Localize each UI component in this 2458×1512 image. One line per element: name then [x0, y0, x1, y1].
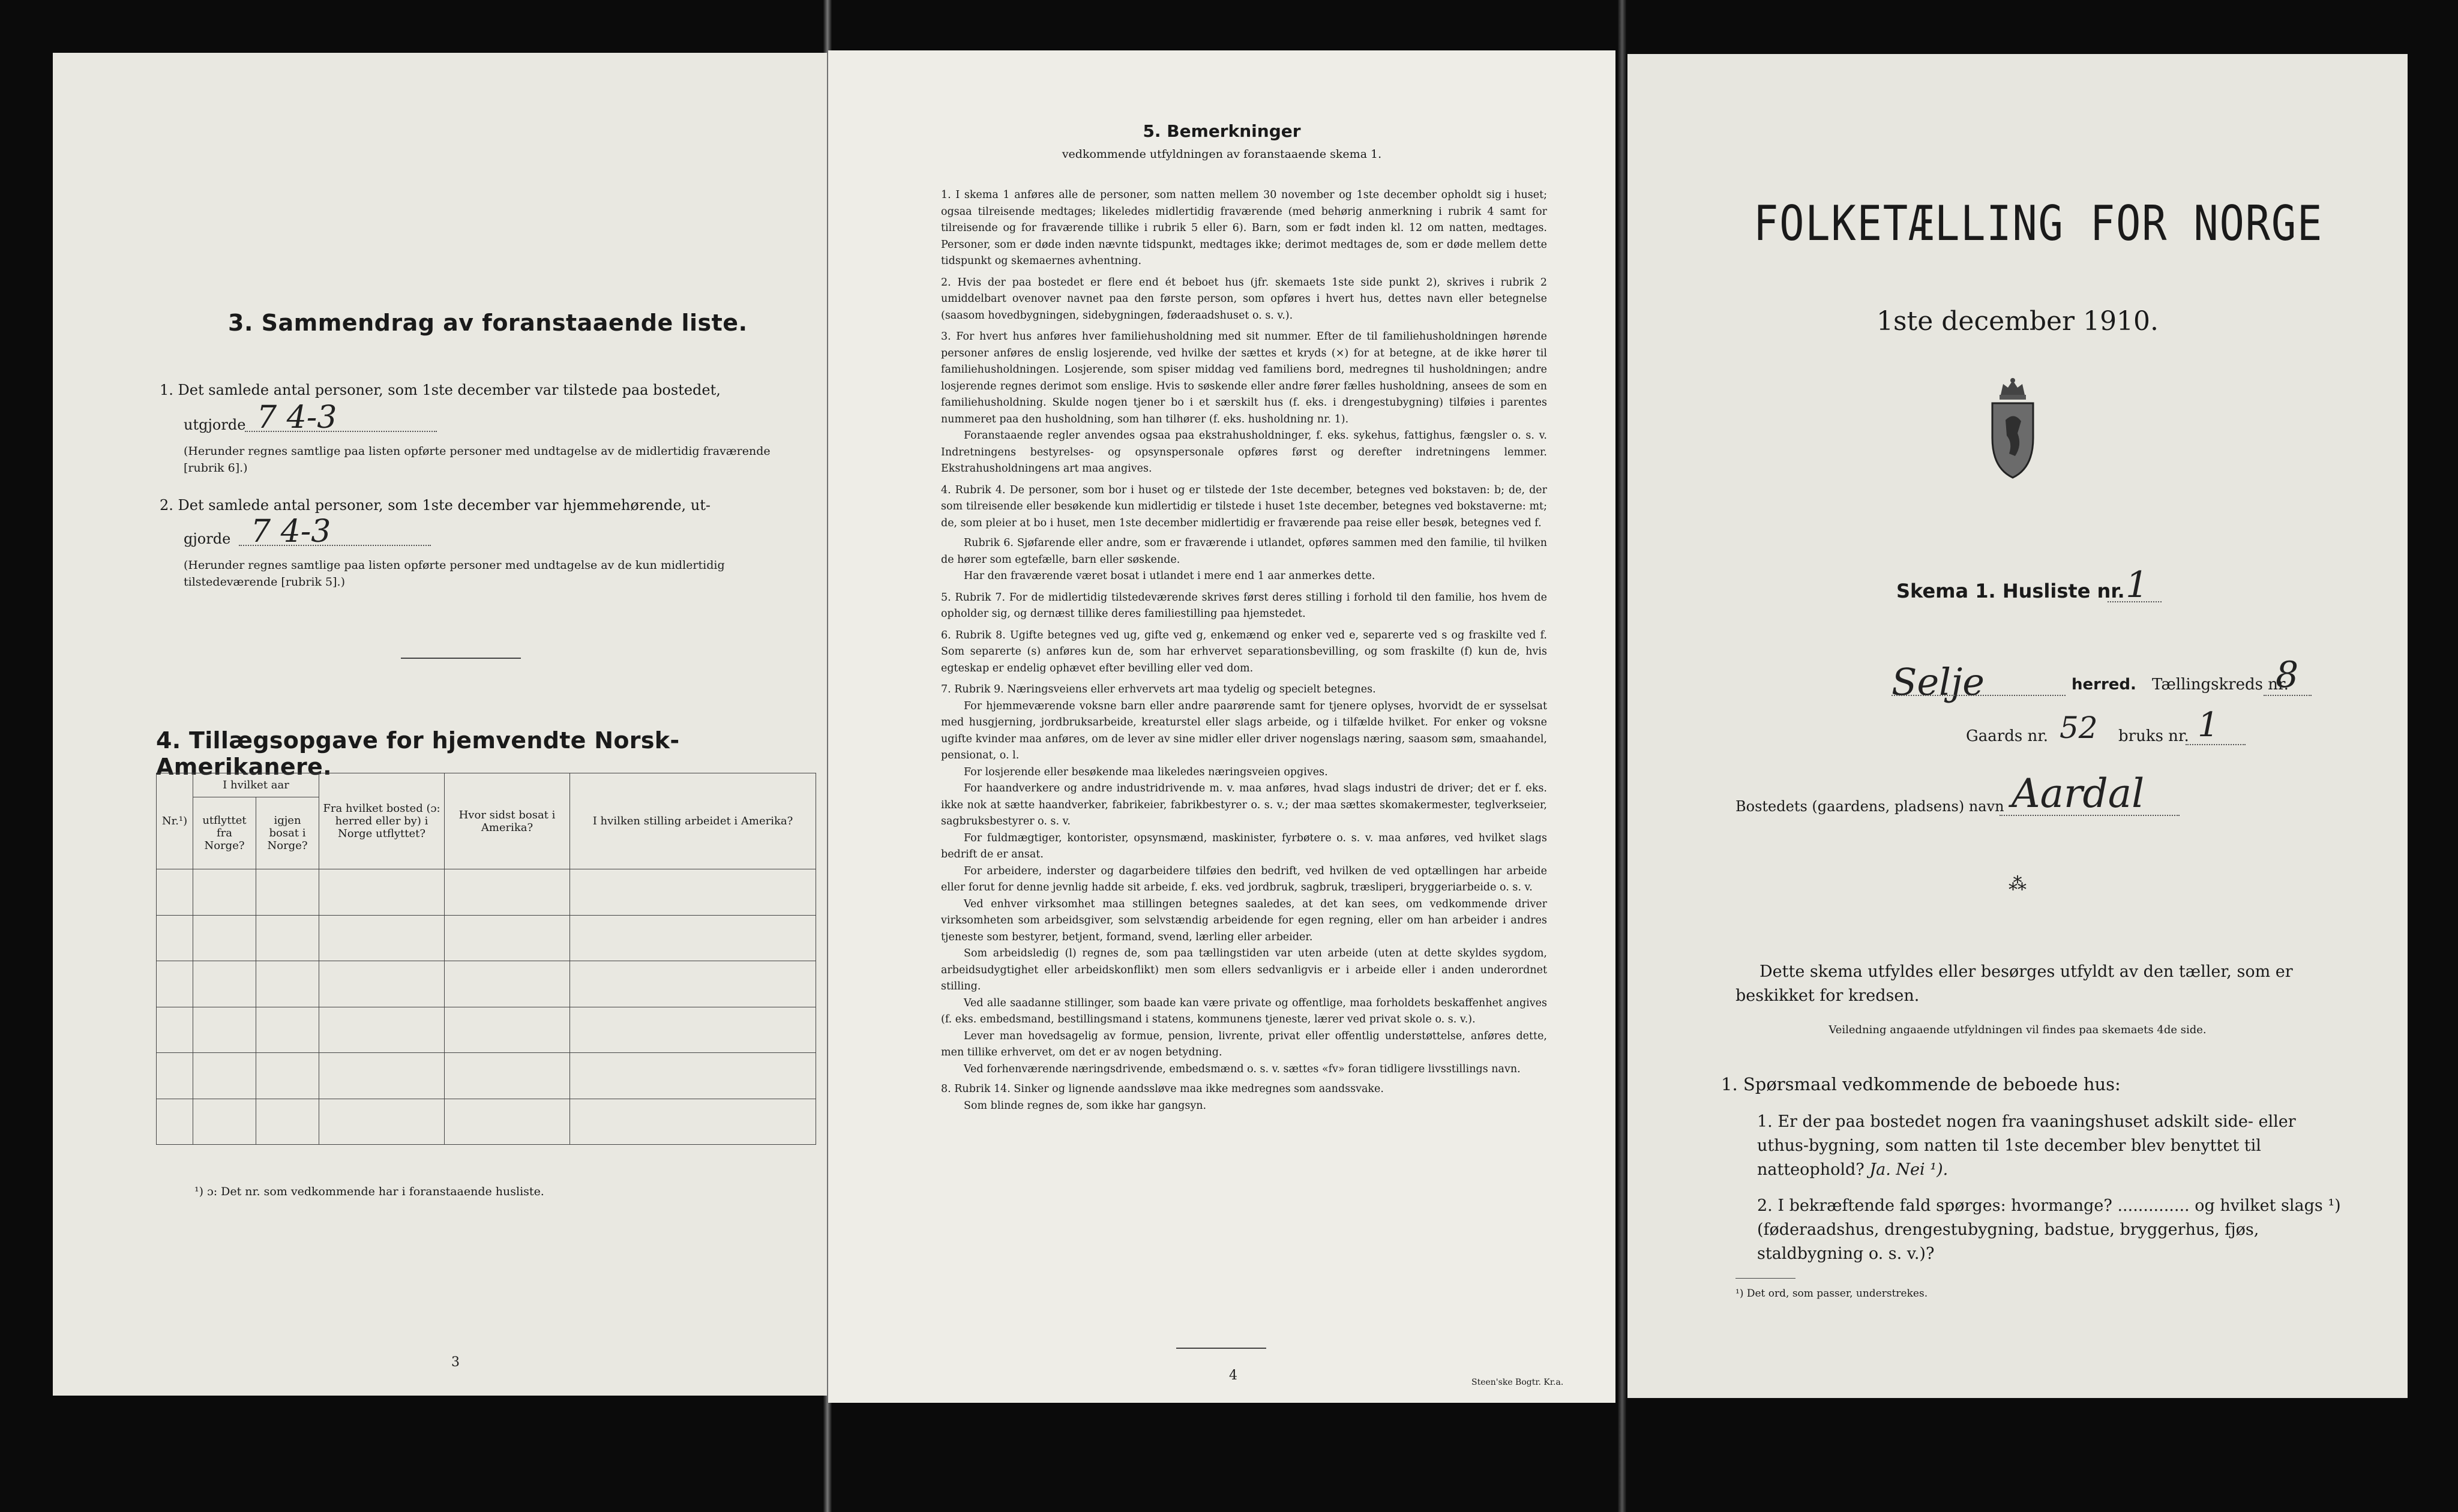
- remarks-subtitle: vedkommende utfyldningen av foranstaaende skema 1.: [1062, 148, 1382, 161]
- remark-paragraph: Foranstaaende regler anvendes ogsaa paa ekstrahusholdninger, f. eks. sykehus, fattighus, fængsler o. s. v. Indretningens bestyrelses- og opsynspersonale opføres først og derefter indretningens lemmer. Ekstrahusholdningens art maa angives.: [941, 430, 1547, 475]
- ornament-divider: ⁂: [2009, 874, 2027, 895]
- item2-label: gjorde: [184, 530, 231, 547]
- kreds-dotted: [2264, 695, 2312, 696]
- remark-paragraph: 5. Rubrik 7. For de midlertidig tilstedeværende skrives først deres stilling i forhold til den familie, hos hvem de opholder sig, og dernæst tillike deres familiestilling paa hjemstedet.: [941, 591, 1547, 620]
- remark-paragraph: Rubrik 6. Sjøfarende eller andre, som er fraværende i utlandet, opføres sammen med den familie, til hvilken de hører som egtefælle, barn eller søskende.: [941, 537, 1547, 566]
- remark-paragraph: For arbeidere, inderster og dagarbeidere tilføies den bedrift, ved hvilken de ved optællingen har arbeide eller forut for denne jevnlig hadde sit arbeide, f. eks. ved jordbruk, sagbruk, træsliperi, bryggeriarbeide o. s. v.: [941, 865, 1547, 893]
- remark-paragraph: 3. For hvert hus anføres hver familiehusholdning med sit nummer. Efter de til familiehusholdningen hørende personer anføres de enslig losjerende, ved hvilke der sættes et kryds (×) for at betegne, at de ikke hører til familiehusholdningen. Losjerende, som spiser middag ved familiens bord, medregnes til husholdningen; andre losjerende regnes derimot som enslige. Hvis to søskende eller andre fører fælles husholdning, ansees de som en familiehusholdning. Skulde nogen tjener bo i et særskilt hus (f. eks. i drengestubygning) tilføies i parentes nummeret paa den husholdning, som han tilhører (f. eks. husholdning nr. 1).: [941, 331, 1547, 425]
- col-utflyttet: utflyttet fra Norge?: [193, 797, 256, 869]
- remark-paragraph: 6. Rubrik 8. Ugifte betegnes ved ug, gifte ved g, enkemænd og enker ved e, separerte ved s og fraskilte ved f. Som separerte (s) anføres kun de, som har erhvervet separationsbevilling, og som fraskilte (f) kun de, hvis egteskap er endelig ophævet efter bevilling eller ved dom.: [941, 629, 1547, 674]
- gaards-label: Gaards nr.: [1966, 727, 2049, 745]
- printer-mark: Steen'ske Bogtr. Kr.a.: [1471, 1378, 1564, 1387]
- table-row: [157, 915, 816, 961]
- table-row: [157, 1053, 816, 1099]
- remark-paragraph: Ved alle saadanne stillinger, som baade kan være private og offentlige, maa forholdets beskaffenhet angives (f. eks. embedsmand, bestillingsmand i statens, kommunens tjeneste, lærer ved privat skole o. s. v.).: [941, 997, 1547, 1025]
- questions-heading: 1. Spørsmaal vedkommende de beboede hus:: [1721, 1074, 2121, 1094]
- remark-paragraph: Lever man hovedsagelig av formue, pension, livrente, privat eller offentlig understøttelse, anføres dette, men tillike erhvervet, om det er av nogen betydning.: [941, 1030, 1547, 1058]
- remark-paragraph: 7. Rubrik 9. Næringsveiens eller erhvervets art maa tydelig og specielt betegnes.: [941, 683, 1376, 695]
- cover-footnote-rule: [1735, 1278, 1795, 1279]
- question-1-answer: Ja. Nei ¹).: [1869, 1160, 1949, 1179]
- bosted-dotted: [2000, 815, 2180, 816]
- bruks-value: 1: [2198, 706, 2219, 745]
- table-row: [157, 1099, 816, 1145]
- col-igjen: igjen bosat i Norge?: [256, 797, 319, 869]
- question-1: [1757, 1110, 2351, 1182]
- remarks-body: [941, 187, 1547, 1339]
- herred-value: Selje: [1892, 660, 1985, 704]
- section-divider: [401, 658, 521, 659]
- remark-paragraph: 4. Rubrik 4. De personer, som bor i huset og er tilstede der 1ste december, betegnes ved bokstaven: b; de, der som tilreisende eller besøkende kun midlertidig er tilstede i huset 1ste december, betegnes ved bokstaverne: mt; de, som pleier at bo i huset, men 1ste december midlertidig er fraværende paa reise eller besøk, betegnes ved f.: [941, 484, 1547, 529]
- item2-text: 2. Det samlede antal personer, som 1ste december var hjemmehørende, ut-: [160, 497, 711, 514]
- cover-date: 1ste december 1910.: [1876, 306, 2159, 337]
- item1-label: utgjorde: [184, 416, 246, 433]
- bruks-label: bruks nr.: [2118, 727, 2189, 745]
- remarks-title: 5. Bemerkninger: [1143, 121, 1301, 141]
- bosted-label: Bostedets (gaardens, pladsens) navn: [1735, 798, 2004, 815]
- remark-paragraph: Som arbeidsledig (l) regnes de, som paa tællingstiden var uten arbeide (uten at dette skyldes sygdom, arbeidsudygtighet eller arbeidskonflikt) men som ellers sedvanligvis er i arbeide eller i anden underordnet stilling.: [941, 947, 1547, 992]
- remark-paragraph: For fuldmægtiger, kontorister, opsynsmænd, maskinister, fyrbøtere o. s. v. maa anføres, ved hvilket slags bedrift de er ansat.: [941, 832, 1547, 860]
- gaards-value: 52: [2060, 710, 2098, 745]
- page-number-4: 4: [1229, 1368, 1237, 1383]
- bosted-value: Aardal: [2012, 770, 2145, 817]
- cover-footnote: ¹) Det ord, som passer, understrekes.: [1735, 1288, 1928, 1300]
- remark-paragraph: For haandverkere og andre industridrivende m. v. maa anføres, hvad slags industri de driver; det er f. eks. ikke nok at sætte haandverker, fabrikeier, fabrikbestyrer o. s. v.; der maa sættes skomakermester, teglverkseier, sagbruksbestyrer o. s. v.: [941, 782, 1547, 827]
- remark-paragraph: Ved forhenværende næringsdrivende, embedsmænd o. s. v. sættes «fv» foran tidligere livsstillings navn.: [964, 1063, 1521, 1075]
- remarks-divider: [1176, 1348, 1266, 1349]
- item2-note: (Herunder regnes samtlige paa listen opførte personer med undtagelse av de kun midlertidig tilstedeværende [rubrik 5].): [184, 559, 725, 589]
- section3-title: 3. Sammendrag av foranstaaende liste.: [228, 310, 748, 336]
- intro-note: Veiledning angaaende utfyldningen vil findes paa skemaets 4de side.: [1828, 1024, 2207, 1036]
- table-row: [157, 961, 816, 1007]
- col-fra-hvilket: Fra hvilket bosted (ɔ: herred eller by) i Norge utflyttet?: [319, 773, 445, 869]
- page-3: [53, 53, 827, 1396]
- intro-text: Dette skema utfyldes eller besørges utfyldt av den tæller, som er beskikket for kredsen.: [1735, 962, 2293, 1005]
- page-fold-right: [1618, 0, 1626, 1512]
- item1-value: 7 4-3: [257, 400, 337, 436]
- col-stilling: I hvilken stilling arbeidet i Amerika?: [570, 773, 816, 869]
- question-2: 2. I bekræftende fald spørges: hvormange? .............. og hvilket slags ¹) (føderaadshus, drengestubygning, badstue, bryggerhus, fjøs, staldbygning o. s. v.)?: [1757, 1196, 2341, 1263]
- page-number-3: 3: [451, 1355, 460, 1370]
- kreds-label: Tællingskreds nr.: [2152, 676, 2289, 694]
- skema-label: Skema 1. Husliste nr.: [1896, 580, 2125, 602]
- item1-text: 1. Det samlede antal personer, som 1ste december var tilstede paa bostedet,: [160, 382, 721, 398]
- remark-paragraph: Ved enhver virksomhet maa stillingen betegnes saaledes, at det kan sees, om vedkommende driver virksomheten som arbeidsgiver, som selvstændig arbeidende for egen regning, eller om han arbeider i andres tjeneste som bestyrer, betjent, formand, svend, lærling eller arbeider.: [941, 898, 1547, 943]
- col-nr: Nr.¹): [157, 773, 193, 869]
- table-footnote: ¹) ɔ: Det nr. som vedkommende har i foranstaaende husliste.: [194, 1185, 544, 1198]
- remark-paragraph: Har den fraværende været bosat i utlandet i mere end 1 aar anmerkes dette.: [964, 570, 1375, 582]
- norsk-amerikanere-table: [156, 773, 816, 1145]
- page-1-cover: [1627, 54, 2408, 1398]
- page-4: [828, 50, 1615, 1403]
- husliste-nr: 1: [2126, 564, 2149, 606]
- item1-note: (Herunder regnes samtlige paa listen opførte personer med undtagelse av de midlertidig fraværende [rubrik 6].): [184, 445, 771, 475]
- herred-label: herred.: [2072, 676, 2136, 694]
- col-i-hvilket-aar: I hvilket aar: [193, 773, 319, 797]
- table-row: [157, 1007, 816, 1053]
- cover-title: FOLKETÆLLING FOR NORGE: [1753, 196, 2324, 251]
- remark-paragraph: 8. Rubrik 14. Sinker og lignende aandssløve maa ikke medregnes som aandssvake.: [941, 1083, 1384, 1095]
- coat-of-arms-icon: [1988, 378, 2038, 480]
- table-row: [157, 869, 816, 916]
- herred-dotted: [1892, 695, 2066, 696]
- question-1-text: 1. Er der paa bostedet nogen fra vaaningshuset adskilt side- eller uthus-bygning, som natten til 1ste december blev benyttet til natteophold?: [1757, 1112, 2296, 1179]
- col-hvor-sidst: Hvor sidst bosat i Amerika?: [445, 773, 570, 869]
- item2-value: 7 4-3: [251, 514, 331, 550]
- remark-paragraph: 2. Hvis der paa bostedet er flere end ét beboet hus (jfr. skemaets 1ste side punkt 2), skrives i rubrik 2 umiddelbart ovenover navnet paa den første person, som opføres i hvert hus, dettes navn eller betegnelse (saasom hovedbygningen, sidebygningen, føderaadshuset o. s. v.).: [941, 276, 1547, 322]
- remark-paragraph: 1. I skema 1 anføres alle de personer, som natten mellem 30 november og 1ste december opholdt sig i huset; ogsaa tilreisende medtages; likeledes midlertidig fraværende (med behørig anmerkning i rubrik 4 samt for tilreisende og for fraværende tillike i rubrik 5 eller 6). Barn, som er født inden kl. 12 om natten, medtages. Personer, som er døde inden nævnte tidspunkt, medtages ikke; derimot medtages de, som er døde mellem dette tidspunkt og skemaernes avhentning.: [941, 189, 1547, 267]
- kreds-value: 8: [2276, 654, 2299, 696]
- section4-title: 4. Tillægsopgave for hjemvendte Norsk-Amerikanere.: [156, 727, 680, 780]
- bruks-dotted: [2186, 744, 2246, 745]
- remark-paragraph: For losjerende eller besøkende maa likeledes næringsveien opgives.: [964, 766, 1328, 778]
- remark-paragraph: For hjemmeværende voksne barn eller andre paarørende samt for tjenere oplyses, hvorvidt de er sysselsat med husgjerning, jordbruksarbeide, kreaturstel eller slags arbeide, og i tilfælde hvilket. For enker og voksne ugifte kvinder maa anføres, om de lever av sine midler eller driver nogenslags næring, saasom søm, smaahandel, pensionat, o. l.: [941, 700, 1547, 761]
- remark-paragraph: Som blinde regnes de, som ikke har gangsyn.: [964, 1099, 1207, 1112]
